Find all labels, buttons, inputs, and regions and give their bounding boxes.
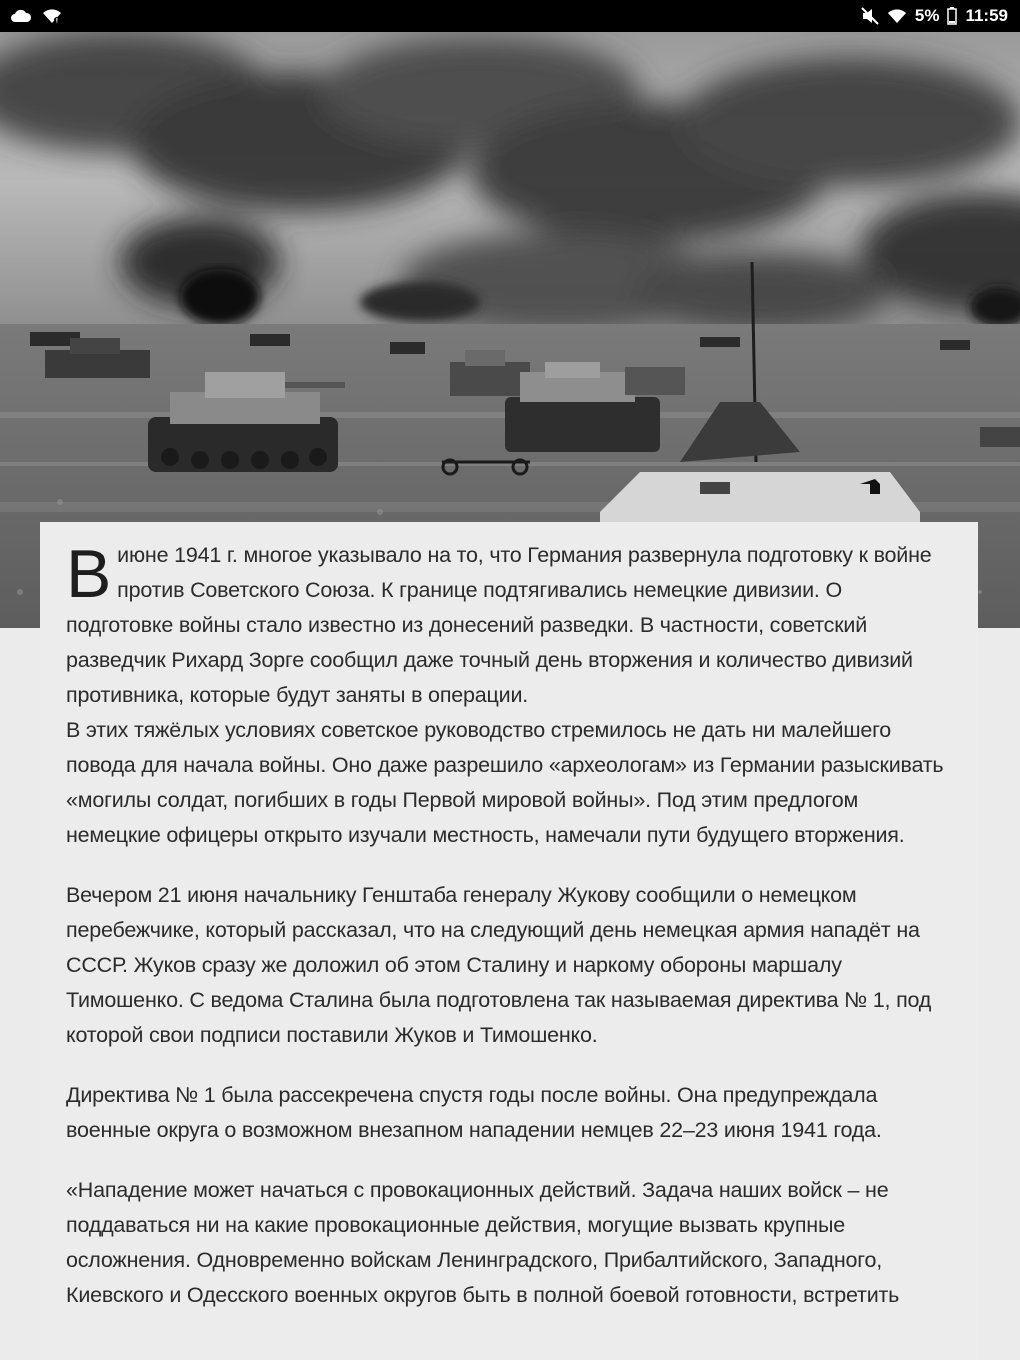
paragraph-text: июне 1941 г. многое указывало на то, что Германия развернула подготовку к войне против Советского Союза. К границе подтягивались немецкие дивизии. О подготовке войны стало известно из донесений разведки. В частности, советский разведчик Рихард Зорге сообщил даже точный день вторжения и количество дивизий противника, которые будут заняты в операции. <box>66 543 932 707</box>
status-bar <box>0 0 1020 32</box>
article-paragraph-2: В этих тяжёлых условиях советское руководство стремилось не дать ни малейшего повода для начала войны. Оно даже разрешило «археологам» из Германии разыскивать «могилы солдат, погибших в годы Первой мировой войны». Под этим предлогом немецкие офицеры открыто изучали местность, намечали пути будущего вторжения. <box>66 718 944 847</box>
wifi-icon <box>42 8 62 24</box>
article-paragraph-5: «Нападение может начаться с провокационных действий. Задача наших войск – не поддаваться ни на какие провокационные действия, могущие вызвать крупные осложнения. Одновременно войскам Ленинградского, Прибалтийского, Западного, Киевского и Одесского военных округов быть в полной боевой готовности, встретить <box>66 1178 900 1307</box>
signal-icon <box>887 8 907 24</box>
svg-text:!: ! <box>55 17 59 24</box>
mute-icon <box>861 7 879 25</box>
article-card <box>40 522 978 1360</box>
battery-percent: 5% <box>914 6 940 25</box>
article-paragraph-1 <box>66 538 952 713</box>
status-time: 11:59 <box>965 6 1008 25</box>
article-paragraph-3: Вечером 21 июня начальнику Генштаба генералу Жукову сообщили о немецком перебежчике, который рассказал, что на следующий день немецкая армия нападёт на СССР. Жуков сразу же доложил об этом Сталину и наркому обороны маршалу Тимошенко. С ведома Сталина была подготовлена так называемая директива № 1, под которой свои подписи поставили Жуков и Тимошенко. <box>66 883 932 1047</box>
cloud-icon <box>10 9 32 23</box>
drop-cap: В <box>66 536 112 612</box>
battery-icon <box>947 7 957 25</box>
article-paragraph-4: Директива № 1 была рассекречена спустя годы после войны. Она предупреждала военные округа о возможном внезапном нападении немцев 22–23 июня 1941 года. <box>66 1083 882 1142</box>
